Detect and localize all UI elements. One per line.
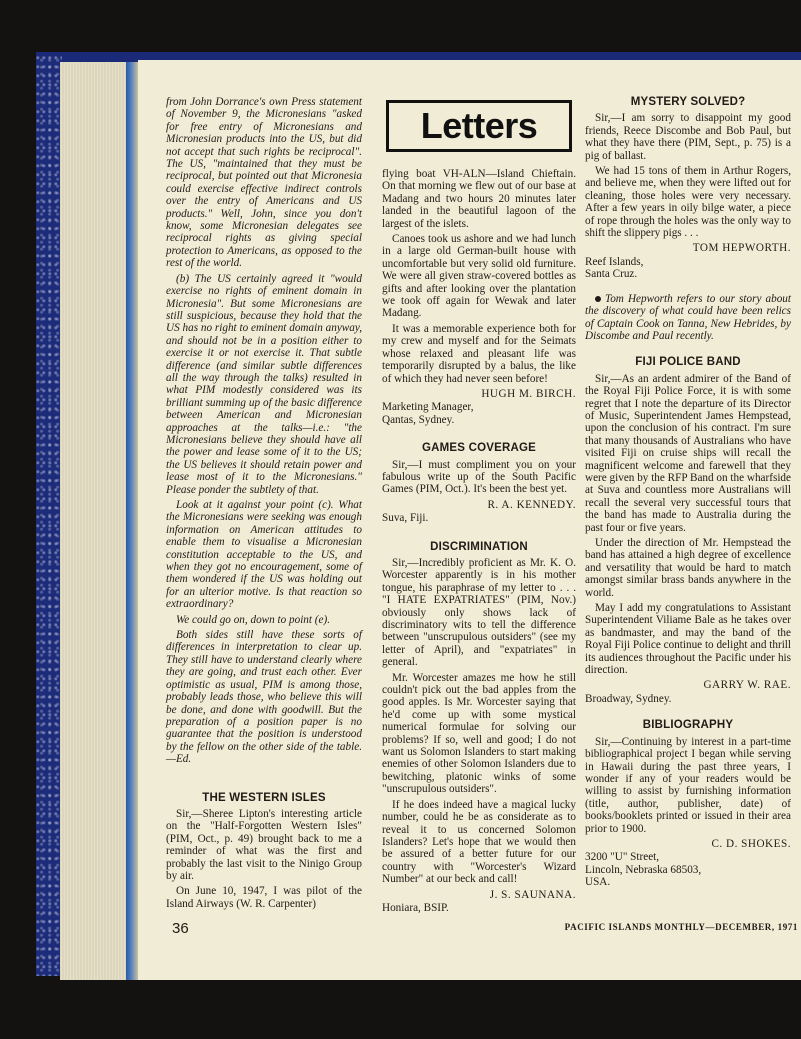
letter-paragraph: We had 15 tons of them in Arthur Rogers, and believe me, when they were lifted out for cleaning, those holes were very necessary. After a few years in oily bilge water, a piece of rope through the holes was the only way to shift the slippery pigs . . .: [585, 165, 791, 240]
editor-reply-paragraph: Look at it against your point (c). What the Micronesians were seeking was enough information on American attitudes to enable them to visualise a Micronesian constitution acceptable to the US, and when they got no encouragement, some of them wondered if the US was holding out for an ulterior motive. Is that reaction so extraordinary?: [166, 499, 362, 611]
column-3: [585, 94, 791, 889]
signature: J. S. SAUNANA.: [489, 888, 576, 901]
signature: GARRY W. RAE.: [703, 679, 791, 692]
address-line: USA.: [585, 876, 611, 889]
letter-paragraph: Under the direction of Mr. Hempstead the band has attained a high degree of excellence and versatility that would be hard to match amongst similar brass bands anywhere in the world.: [585, 537, 791, 599]
bullet-icon: [595, 296, 601, 302]
editor-reply-paragraph: (b) The US certainly agreed it "would exercise no rights of eminent domain in Micronesia". But some Micronesians are still suspicious, because they hold that the US has no right to eminent domain anyway, and should not be in a position either to exercise it or not exercise it. That subtle difference (and similar subtle differences all the way through the talks) resulted in what PIM modestly considered was its brilliant summing up of the basic difference between American and Micronesian approaches at the talks—i.e.: "the Micronesians believe they should have all the power and lease some of it to the US; the US believes it should retain power and lease most of it to the Micronesians." Please ponder the subtlety of that.: [166, 272, 362, 496]
address-line: Reef Islands,: [585, 255, 644, 268]
editor-reply-paragraph: Both sides still have these sorts of differences in interpretation to clear up. They still have to understand clearly where they are going, and trust each other. Ever optimistic as usual, PIM is among those, probably leads those, who believe this will be done, and done with goodwill. But the preparation of a position paper is no guarantee that the position is understood by the fellow on the other side of the table.—Ed.: [166, 629, 362, 766]
column-2: [382, 168, 576, 914]
section-heading: GAMES COVERAGE: [422, 442, 536, 455]
section-heading: DISCRIMINATION: [430, 540, 528, 553]
column-1: [166, 96, 362, 913]
section-heading: FIJI POLICE BAND: [635, 356, 741, 369]
address-line: 3200 "U" Street,: [585, 851, 660, 864]
book-cover-spine: [36, 56, 62, 976]
section-heading: THE WESTERN ISLES: [202, 791, 326, 804]
letter-paragraph: On June 10, 1947, I was pilot of the Island Airways (W. R. Carpenter): [166, 885, 362, 910]
letter-paragraph: Sir,—Continuing by interest in a part-time bibliographical project I began while serving in Hawaii during the past three years, I wonder if any of your readers would be willing to assist by furnishing information (title, author, publisher, date) of books/booklets printed or issued in their area prior to 1900.: [585, 735, 791, 835]
letter-paragraph: Sir,—Sheree Lipton's interesting article on the "Half-Forgotten Western Isles" (PIM, Oct., p. 49) brought back to me a reminder of what was the first and probably the last visit to the Ninigo Group by air.: [166, 807, 362, 882]
letter-paragraph: May I add my congratulations to Assistant Superintendent Viliame Bale as he takes over as bandmaster, and may the band of the Royal Fiji Police continue to delight and thrill its audiences throughout the Pacific under his direction.: [585, 602, 792, 677]
signature: HUGH M. BIRCH.: [481, 387, 576, 400]
address-line: Broadway, Sydney.: [585, 692, 672, 705]
letter-paragraph: It was a memorable experience both for my crew and myself and for the Seimats whose relaxed and pleasant life was temporarily disrupted by a balus, the like of which they had never seen before!: [382, 322, 576, 385]
page-title: Letters: [420, 105, 538, 146]
letter-paragraph: Mr. Worcester amazes me how he still couldn't pick out the bad apples from the good apples. Is Mr. Worcester saying that he'd come up with some mystical numerical formulae for solving our problems? If so, well and good; I do not want us Solomon Islanders to start making enemies of other Solomon Islanders due to bewitching, platonic winks of some "unscrupulous outsiders".: [382, 671, 576, 796]
signature: C. D. SHOKES.: [711, 837, 791, 850]
signature: R. A. KENNEDY.: [487, 498, 576, 511]
address-line: Marketing Manager,: [382, 401, 474, 414]
page-gutter: [126, 62, 138, 980]
section-heading: MYSTERY SOLVED?: [630, 96, 746, 108]
page-footer: PACIFIC ISLANDS MONTHLY—DECEMBER, 1971: [564, 922, 798, 932]
editor-reply-paragraph: We could go on, down to point (e).: [176, 613, 331, 626]
page-number: 36: [172, 920, 189, 937]
letter-paragraph: Canoes took us ashore and we had lunch in a large old German-built house with uncomfortable but very solid old furniture. We were all given straw-covered bottles as gifts and after looking over the plantation we took off again for Wewak and later Madang.: [382, 233, 576, 320]
address-line: Honiara, BSIP.: [382, 901, 449, 914]
letter-paragraph: Sir,—Incredibly proficient as Mr. K. O. Worcester apparently is in his mother tongue, his paraphrase of my letter to . . . "I HATE EXPATRIATES" (PIM, Nov.) obviously only shows lack of discriminatory wits to tell the difference between "unscrupulous outsiders" (see my letter of April), and "expatriates" in general.: [382, 556, 576, 669]
address-line: Lincoln, Nebraska 68503,: [585, 863, 702, 876]
editor-note-text: Tom Hepworth refers to our story about the discovery of what could have been relics of Captain Cook on Tanna, New Hebrides, by Discombe and Paul recently.: [585, 292, 791, 342]
magazine-page: [138, 60, 801, 980]
letter-paragraph: Sir,—I must compliment you on your fabulous write up of the South Pacific Games (PIM, Oct.). It's been the best yet.: [382, 458, 576, 496]
section-heading: BIBLIOGRAPHY: [642, 719, 734, 732]
address-line: Qantas, Sydney.: [382, 413, 455, 426]
letter-paragraph: flying boat VH-ALN—Island Chieftain. On that morning we flew out of our base at Madang and two hours 20 minutes later landed in the beautiful lagoon of the largest of the islets.: [382, 168, 576, 230]
letter-paragraph: Sir,—As an ardent admirer of the Band of the Royal Fiji Police Force, it is with some regret that I note the departure of its Director of Music, Superintendent James Hempstead, upon the conclusion of his contract. I'm sure that many thousands of Australians who have visited Fiji on cruise ships will recall the magnificent welcome and farewell that they were given by the RFP Band on the wharfside at Suva and countless more Australians will recall the several very successful tours that the band has made to Australia during the past four or five years.: [585, 372, 791, 534]
address-line: Santa Cruz.: [585, 268, 638, 281]
editor-note: [585, 293, 791, 343]
letters-header: [386, 100, 572, 152]
editor-reply-paragraph: from John Dorrance's own Press statement of November 9, the Micronesians "asked for free entry of Micronesians and Micronesian products into the US, but did not accept that such rights be reciprocal". The US, "maintained that they must be reciprocal, but pointed out that Micronesia could exercise effective indirect controls over the entry of Americans and US products." Well, John, since you don't know, some Micronesian delegates see reciprocal rights as giving special protection to Americans, as opposed to the rest of the world.: [166, 96, 362, 270]
letter-paragraph: If he does indeed have a magical lucky number, could he be as considerate as to reveal it to us concerned Solomon Islanders? Let's hope that we would then be assured of a better future for our country with "Worcester's Wizard Number" at our beck and call!: [382, 798, 576, 886]
address-line: Suva, Fiji.: [382, 512, 429, 525]
letter-paragraph: Sir,—I am sorry to disappoint my good friends, Reece Discombe and Bob Paul, but what they have there (PIM, Sept., p. 75) is a pig of ballast.: [585, 112, 791, 162]
signature: TOM HEPWORTH.: [692, 242, 791, 255]
